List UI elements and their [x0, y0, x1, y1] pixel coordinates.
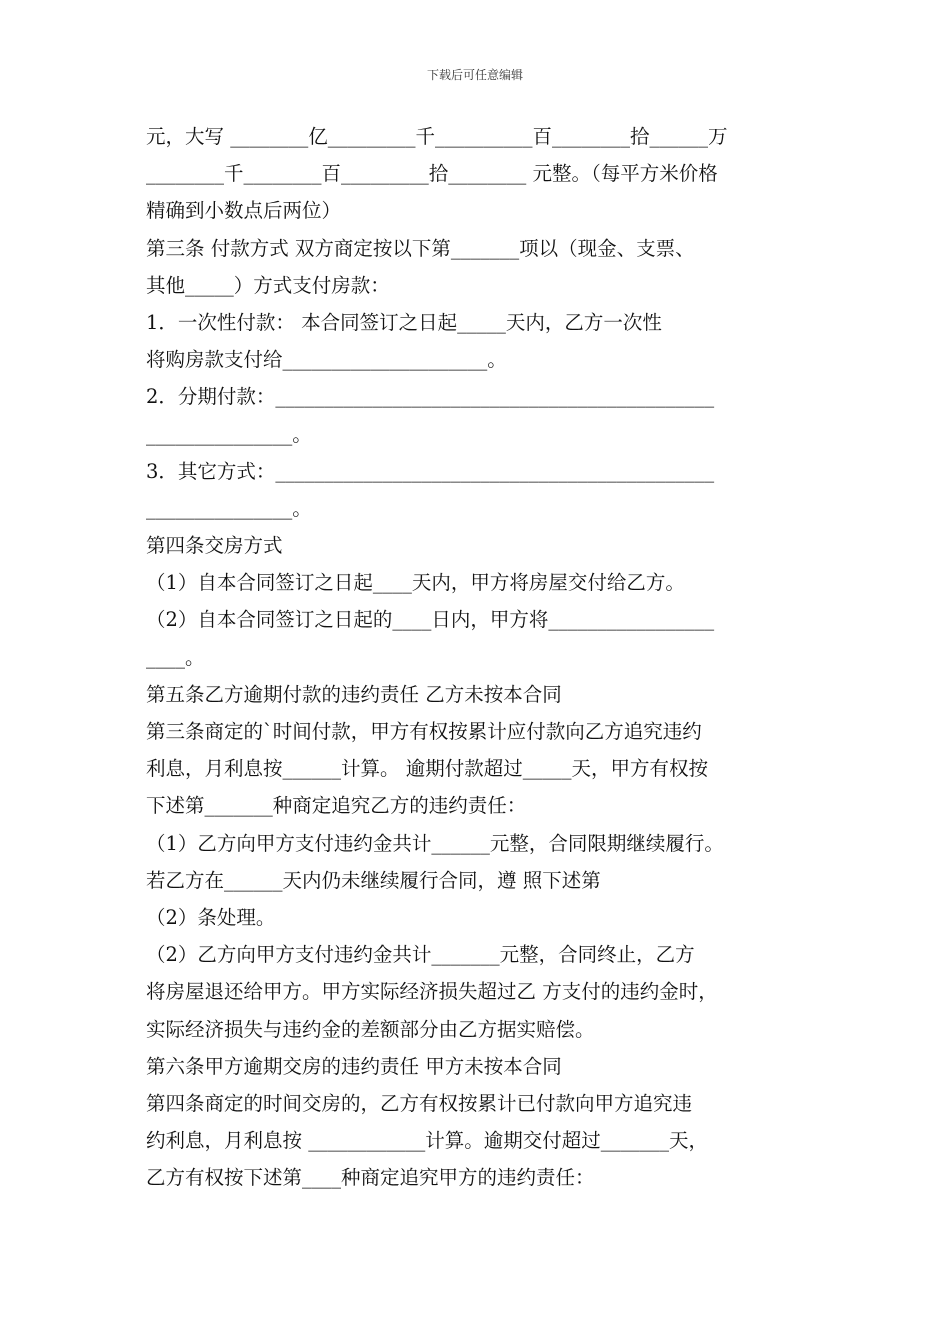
text-line: （2）乙方向甲方支付违约金共计_______元整，合同终止，乙方: [146, 943, 695, 967]
text-line: 元，大写 ________亿_________千__________百________拾______万: [146, 125, 728, 148]
text-line: 下述第_______种商定追究乙方的违约责任：: [146, 794, 527, 818]
text-line: 约利息，月利息按 ____________计算。逾期交付超过_______天，: [146, 1129, 708, 1153]
text-line: 1．一次性付款： 本合同签订之日起_____天内，乙方一次性: [146, 310, 662, 334]
text-line: 第三条商定的`时间付款，甲方有权按累计应付款向乙方追究违约: [146, 720, 702, 743]
text-line: _______________。: [146, 422, 312, 446]
text-line: 2．分期付款：_____________________________________________: [146, 385, 715, 409]
text-line: （2）条处理。: [146, 905, 276, 929]
clause-3-heading: 第三条 付款方式 双方商定按以下第_______项以（现金、支票、: [146, 236, 695, 260]
text-line: 其他_____）方式支付房款：: [146, 273, 390, 297]
text-line: 精确到小数点后两位）: [146, 199, 342, 223]
text-line: 若乙方在______天内仍未继续履行合同，遵 照下述第: [146, 868, 601, 892]
text-line: 将房屋退还给甲方。甲方实际经济损失超过乙 方支付的违约金时，: [146, 980, 718, 1004]
text-line: 第四条商定的时间交房的，乙方有权按累计已付款向甲方追究违: [146, 1091, 693, 1115]
clause-4-heading: 第四条交房方式: [146, 534, 283, 558]
clause-5-heading: 第五条乙方逾期付款的违约责任 乙方未按本合同: [146, 682, 562, 706]
text-line: 乙方有权按下述第____种商定追究甲方的违约责任：: [146, 1166, 595, 1190]
text-line: 利息，月利息按______计算。 逾期付款超过_____天，甲方有权按: [146, 757, 708, 781]
clause-6-heading: 第六条甲方逾期交房的违约责任 甲方未按本合同: [146, 1054, 562, 1078]
contract-body: [146, 118, 826, 1196]
page-header: 下载后可任意编辑: [426, 68, 523, 82]
text-line: ____。: [146, 645, 205, 669]
text-line: ________千________百_________拾________ 元整。（每平方米价格: [146, 162, 718, 186]
text-line: （1）乙方向甲方支付违约金共计______元整，合同限期继续履行。: [146, 831, 724, 855]
text-line: _______________。: [146, 496, 312, 520]
text-line: 将购房款支付给_____________________。: [146, 348, 507, 372]
text-line: 3．其它方式：_____________________________________________: [146, 459, 715, 483]
text-line: （2）自本合同签订之日起的____日内，甲方将_________________: [146, 608, 715, 632]
text-line: （1）自本合同签订之日起____天内，甲方将房屋交付给乙方。: [146, 571, 685, 595]
text-line: 实际经济损失与违约金的差额部分由乙方据实赔偿。: [146, 1017, 595, 1041]
